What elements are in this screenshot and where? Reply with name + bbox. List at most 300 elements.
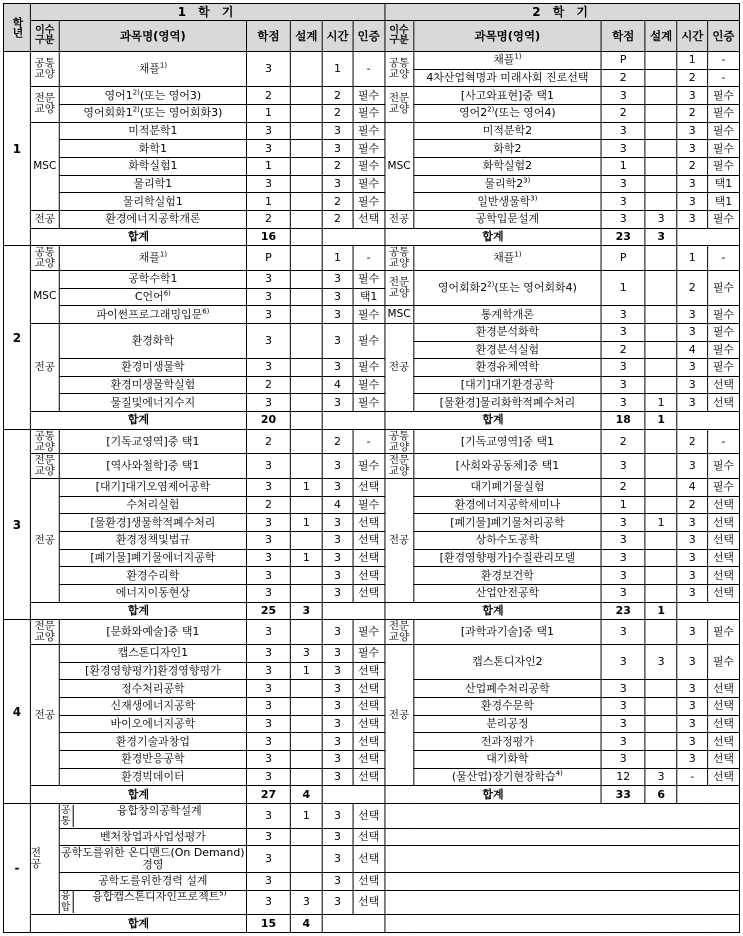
category: 공통교양 bbox=[385, 429, 414, 454]
cert: 선택 bbox=[353, 890, 385, 915]
design bbox=[290, 496, 322, 514]
credit: 1 bbox=[247, 104, 291, 122]
table-row bbox=[3, 496, 739, 514]
table-row bbox=[3, 620, 739, 645]
header-sem2: 2 학 기 bbox=[385, 4, 740, 21]
design bbox=[290, 697, 322, 715]
design bbox=[290, 680, 322, 698]
course-name bbox=[413, 246, 601, 271]
credit: 3 bbox=[247, 662, 291, 680]
hours: 3 bbox=[677, 733, 707, 751]
credit: 3 bbox=[601, 359, 645, 377]
cert: - bbox=[707, 52, 739, 70]
table-row bbox=[3, 479, 739, 497]
course-name bbox=[413, 514, 601, 532]
course-name-text: 채플 bbox=[138, 251, 160, 265]
course-name-text: 화학실험1 bbox=[128, 159, 178, 173]
curriculum-table bbox=[3, 3, 740, 933]
design bbox=[290, 454, 322, 479]
course-name-text: 영어회화1 bbox=[83, 106, 133, 120]
footnote-mark: 4) bbox=[555, 769, 563, 778]
cert: 필수 bbox=[707, 645, 739, 680]
design bbox=[645, 680, 677, 698]
credit: 2 bbox=[247, 210, 291, 228]
design bbox=[290, 359, 322, 377]
cert: 선택 bbox=[353, 567, 385, 585]
course-name bbox=[59, 454, 246, 479]
credit: 2 bbox=[601, 104, 645, 122]
design bbox=[645, 454, 677, 479]
design: 1 bbox=[290, 479, 322, 497]
category: 전문교양 bbox=[385, 270, 414, 305]
header-credit: 학점 bbox=[247, 21, 291, 52]
header-category: 이수구분 bbox=[385, 21, 414, 52]
category: 공통교양 bbox=[385, 246, 414, 271]
course-name bbox=[413, 210, 601, 228]
course-name-text: 환경유체역학 bbox=[475, 360, 540, 374]
hours: 3 bbox=[677, 680, 707, 698]
course-name-text: 물리학2 bbox=[484, 176, 524, 190]
hours: 3 bbox=[322, 140, 352, 158]
table-row bbox=[3, 376, 739, 394]
cert: 필수 bbox=[707, 323, 739, 341]
table-row bbox=[3, 750, 739, 768]
credit: 3 bbox=[601, 645, 645, 680]
design: 1 bbox=[290, 514, 322, 532]
design bbox=[290, 122, 322, 140]
hours: 3 bbox=[322, 532, 352, 550]
credit: 3 bbox=[601, 210, 645, 228]
blank bbox=[385, 803, 740, 828]
course-name-text: [과학과기술]중 택1 bbox=[460, 625, 554, 639]
hours: 3 bbox=[322, 733, 352, 751]
course-name-text: 공학수학1 bbox=[128, 272, 178, 286]
table-row bbox=[3, 514, 739, 532]
hours: 2 bbox=[322, 157, 352, 175]
credit: 1 bbox=[601, 496, 645, 514]
total-design: 3 bbox=[645, 228, 677, 246]
cert: 선택 bbox=[353, 828, 385, 846]
course-name bbox=[413, 697, 601, 715]
cert: 선택 bbox=[353, 210, 385, 228]
table-row bbox=[3, 104, 739, 122]
course-name bbox=[413, 496, 601, 514]
year-number: 1 bbox=[3, 52, 30, 246]
cert: 필수 bbox=[353, 175, 385, 193]
course-name bbox=[59, 549, 246, 567]
cert: 선택 bbox=[707, 585, 739, 603]
credit: 3 bbox=[247, 359, 291, 377]
course-name bbox=[59, 270, 246, 288]
course-name-text: [대기]대기환경공학 bbox=[460, 378, 555, 392]
table-row bbox=[3, 846, 739, 873]
cert: 필수 bbox=[707, 140, 739, 158]
credit: 3 bbox=[247, 52, 291, 87]
table-row bbox=[3, 175, 739, 193]
design: 3 bbox=[290, 890, 322, 915]
course-name-text: 대기폐기물실험 bbox=[470, 480, 545, 494]
cert: 필수 bbox=[353, 323, 385, 358]
cert: 선택 bbox=[707, 549, 739, 567]
course-name-text: 물질및에너지수지 bbox=[110, 395, 196, 409]
header-course: 과목명(영역) bbox=[59, 21, 246, 52]
footnote-mark: 6) bbox=[202, 306, 210, 315]
course-name bbox=[413, 52, 601, 70]
cert: 필수 bbox=[707, 104, 739, 122]
hours: 3 bbox=[322, 662, 352, 680]
credit: 3 bbox=[601, 514, 645, 532]
course-name-text: [물환경]물리화학적폐수처리 bbox=[439, 395, 576, 409]
hours: 3 bbox=[322, 323, 352, 358]
cert: 필수 bbox=[353, 454, 385, 479]
course-name-text: 공학도를위한경력 설계 bbox=[98, 874, 208, 888]
course-name bbox=[59, 620, 246, 645]
design bbox=[645, 87, 677, 105]
design bbox=[290, 104, 322, 122]
course-name bbox=[413, 479, 601, 497]
credit: 3 bbox=[247, 288, 291, 306]
design bbox=[645, 69, 677, 87]
cert: 필수 bbox=[707, 122, 739, 140]
total-label: 합계 bbox=[30, 228, 246, 246]
course-name bbox=[59, 697, 246, 715]
blank bbox=[677, 412, 739, 430]
category: 전문교양 bbox=[30, 87, 59, 122]
design: 1 bbox=[645, 394, 677, 412]
total-label: 합계 bbox=[385, 228, 602, 246]
hours: 3 bbox=[677, 210, 707, 228]
category: 공통교양 bbox=[385, 52, 414, 87]
design bbox=[290, 270, 322, 288]
category: 전문교양 bbox=[385, 620, 414, 645]
course-name bbox=[413, 454, 601, 479]
course-name bbox=[413, 567, 601, 585]
footnote-mark: 2) bbox=[132, 87, 140, 96]
credit: 3 bbox=[247, 454, 291, 479]
course-name bbox=[59, 359, 246, 377]
hours: 2 bbox=[677, 429, 707, 454]
credit: 3 bbox=[601, 323, 645, 341]
cert: 선택 bbox=[707, 496, 739, 514]
course-name-text: [환경영향평가]수질관리모델 bbox=[439, 551, 576, 565]
design bbox=[645, 306, 677, 324]
hours: 3 bbox=[677, 567, 707, 585]
course-name bbox=[59, 768, 246, 786]
total-label: 합계 bbox=[30, 786, 246, 804]
table-row bbox=[3, 803, 739, 828]
credit: 3 bbox=[247, 680, 291, 698]
category: 전문교양 bbox=[30, 454, 59, 479]
cert: 선택 bbox=[353, 715, 385, 733]
design bbox=[645, 549, 677, 567]
table-row bbox=[3, 270, 739, 288]
blank bbox=[322, 412, 384, 430]
credit: 2 bbox=[247, 429, 291, 454]
hours: 3 bbox=[677, 175, 707, 193]
total-row bbox=[3, 602, 739, 620]
hours: 3 bbox=[677, 715, 707, 733]
header-cert: 인증 bbox=[353, 21, 385, 52]
total-credit: 15 bbox=[247, 915, 291, 933]
course-name bbox=[59, 585, 246, 603]
course-name-text: 환경분석실험 bbox=[475, 342, 540, 356]
course-name bbox=[413, 341, 601, 359]
design bbox=[290, 715, 322, 733]
total-label: 합계 bbox=[30, 602, 246, 620]
cert: 택1 bbox=[353, 288, 385, 306]
table-row bbox=[3, 157, 739, 175]
cert: 선택 bbox=[353, 733, 385, 751]
course-name bbox=[413, 104, 601, 122]
course-name-text: 영어1 bbox=[104, 88, 133, 102]
course-name bbox=[59, 376, 246, 394]
cert: 선택 bbox=[707, 394, 739, 412]
course-name-text: 캡스톤디자인1 bbox=[117, 646, 189, 660]
course-name-text: 캡스톤디자인2 bbox=[472, 655, 543, 669]
design bbox=[645, 270, 677, 305]
course-name-text: C언어 bbox=[134, 289, 164, 303]
hours: 3 bbox=[322, 846, 352, 873]
group-label: 공통 bbox=[60, 805, 74, 827]
hours: 3 bbox=[677, 549, 707, 567]
course-name bbox=[59, 733, 246, 751]
hours: 3 bbox=[677, 87, 707, 105]
design bbox=[645, 429, 677, 454]
course-name-text: 환경에너지공학세미나 bbox=[454, 498, 561, 512]
course-name-text: 영어2 bbox=[459, 106, 488, 120]
cert: 택1 bbox=[707, 175, 739, 193]
design bbox=[645, 104, 677, 122]
cert: 선택 bbox=[707, 680, 739, 698]
total-label: 합계 bbox=[30, 915, 246, 933]
course-name bbox=[413, 680, 601, 698]
course-name-text: (물산업)장기현장학습 bbox=[451, 769, 556, 783]
total-label: 합계 bbox=[385, 602, 602, 620]
credit: 3 bbox=[247, 697, 291, 715]
cert: 선택 bbox=[707, 768, 739, 786]
design bbox=[290, 429, 322, 454]
course-name bbox=[59, 429, 246, 454]
hours: 3 bbox=[677, 620, 707, 645]
course-name-text: [문화와예술]중 택1 bbox=[106, 625, 200, 639]
credit: 3 bbox=[247, 645, 291, 663]
category bbox=[30, 803, 59, 914]
credit: 2 bbox=[247, 496, 291, 514]
course-name-text: 채플 bbox=[138, 62, 160, 76]
hours: 3 bbox=[322, 585, 352, 603]
hours: 3 bbox=[322, 454, 352, 479]
credit: 3 bbox=[247, 828, 291, 846]
cert: 필수 bbox=[353, 394, 385, 412]
table-row bbox=[3, 733, 739, 751]
course-name-text: 환경반응공학 bbox=[121, 752, 185, 766]
credit: 3 bbox=[601, 733, 645, 751]
design bbox=[290, 175, 322, 193]
table-row bbox=[3, 549, 739, 567]
credit: 3 bbox=[247, 394, 291, 412]
blank bbox=[385, 915, 740, 933]
credit: P bbox=[601, 246, 645, 271]
course-alt-text: (또는 영어회화4) bbox=[494, 281, 577, 295]
credit: 3 bbox=[601, 87, 645, 105]
course-name-text: [대기]대기오염제어공학 bbox=[95, 480, 211, 494]
course-name-text: 정수처리공학 bbox=[121, 681, 185, 695]
course-name bbox=[59, 532, 246, 550]
credit: 3 bbox=[601, 140, 645, 158]
cert: 선택 bbox=[707, 733, 739, 751]
total-credit: 20 bbox=[247, 412, 291, 430]
hours: 2 bbox=[677, 270, 707, 305]
hours: 3 bbox=[322, 828, 352, 846]
total-design: 1 bbox=[645, 412, 677, 430]
category: 공통교양 bbox=[30, 52, 59, 87]
credit: P bbox=[247, 246, 291, 271]
hours: 2 bbox=[322, 429, 352, 454]
cert: 선택 bbox=[707, 697, 739, 715]
table-row bbox=[3, 454, 739, 479]
design: 1 bbox=[290, 803, 322, 828]
hours: 1 bbox=[322, 52, 352, 87]
hours: 2 bbox=[322, 87, 352, 105]
table-row bbox=[3, 122, 739, 140]
course-name bbox=[59, 846, 246, 873]
course-name bbox=[413, 87, 601, 105]
credit: 3 bbox=[247, 549, 291, 567]
credit: 3 bbox=[247, 140, 291, 158]
header-hours: 시간 bbox=[322, 21, 352, 52]
design bbox=[645, 620, 677, 645]
table-row bbox=[3, 140, 739, 158]
hours: 2 bbox=[322, 210, 352, 228]
category: 전공 bbox=[30, 479, 59, 603]
table-row bbox=[3, 210, 739, 228]
course-name bbox=[59, 479, 246, 497]
hours: 4 bbox=[677, 341, 707, 359]
credit: P bbox=[601, 52, 645, 70]
course-name-text: [폐기물]폐기물처리공학 bbox=[450, 515, 565, 529]
course-name-text: 벤처창업과사업성평가 bbox=[99, 829, 206, 843]
header-year: 학년 bbox=[3, 4, 30, 52]
course-name bbox=[413, 69, 601, 87]
credit: 3 bbox=[247, 620, 291, 645]
cert: 선택 bbox=[353, 750, 385, 768]
hours: 3 bbox=[677, 376, 707, 394]
course-name-text: 환경수리학 bbox=[126, 568, 180, 582]
course-name bbox=[413, 429, 601, 454]
cert: 필수 bbox=[353, 193, 385, 211]
category: 전공 bbox=[385, 479, 414, 603]
course-name bbox=[59, 193, 246, 211]
course-name bbox=[59, 394, 246, 412]
cert: 필수 bbox=[353, 496, 385, 514]
hours: 3 bbox=[677, 585, 707, 603]
footnote-mark: 2) bbox=[487, 280, 495, 289]
hours: 3 bbox=[677, 645, 707, 680]
course-name-text: 영어회화2 bbox=[437, 281, 488, 295]
total-credit: 27 bbox=[247, 786, 291, 804]
cert: 선택 bbox=[707, 750, 739, 768]
blank bbox=[677, 786, 739, 804]
total-design: 3 bbox=[290, 602, 322, 620]
course-name-text: 전과정평가 bbox=[480, 734, 534, 748]
table-row bbox=[3, 532, 739, 550]
course-name bbox=[413, 376, 601, 394]
course-alt-text: (또는 영어4) bbox=[494, 106, 556, 120]
design bbox=[645, 532, 677, 550]
header-credit: 학점 bbox=[601, 21, 645, 52]
course-name-text: 공학입문설계 bbox=[475, 212, 540, 226]
credit: 3 bbox=[601, 567, 645, 585]
table-row bbox=[3, 872, 739, 890]
cert: 필수 bbox=[353, 140, 385, 158]
hours: 1 bbox=[322, 246, 352, 271]
course-name bbox=[413, 306, 601, 324]
credit: 2 bbox=[601, 479, 645, 497]
hours: 3 bbox=[322, 514, 352, 532]
course-name-text: 환경빅데이터 bbox=[121, 769, 185, 783]
course-name-text: 환경화학 bbox=[131, 334, 175, 347]
credit: 3 bbox=[247, 803, 291, 828]
hours: 3 bbox=[677, 750, 707, 768]
credit: 3 bbox=[247, 715, 291, 733]
course-name-text: 미적분학1 bbox=[128, 123, 178, 137]
hours: 3 bbox=[677, 697, 707, 715]
total-label: 합계 bbox=[385, 412, 602, 430]
year-number: - bbox=[3, 803, 30, 932]
course-name-text: 통계학개론 bbox=[480, 307, 534, 321]
hours: 3 bbox=[322, 803, 352, 828]
design bbox=[645, 733, 677, 751]
category: 전문교양 bbox=[30, 620, 59, 645]
table-row bbox=[3, 768, 739, 786]
credit: 3 bbox=[601, 175, 645, 193]
design bbox=[645, 323, 677, 341]
cert: 필수 bbox=[707, 479, 739, 497]
cert: 필수 bbox=[353, 620, 385, 645]
design bbox=[645, 567, 677, 585]
course-name bbox=[59, 246, 246, 271]
blank bbox=[322, 915, 384, 933]
course-name-text: 수처리실험 bbox=[126, 498, 180, 512]
table-row bbox=[3, 359, 739, 377]
category: MSC bbox=[385, 122, 414, 210]
course-name bbox=[59, 828, 246, 846]
design bbox=[645, 585, 677, 603]
course-name-text: 환경정책및법규 bbox=[115, 533, 190, 547]
course-name-text: 산업안전공학 bbox=[475, 586, 540, 600]
credit: 3 bbox=[247, 175, 291, 193]
course-name bbox=[59, 288, 246, 306]
design bbox=[645, 496, 677, 514]
blank bbox=[385, 828, 740, 846]
course-name bbox=[59, 750, 246, 768]
credit: 3 bbox=[247, 532, 291, 550]
course-name bbox=[413, 585, 601, 603]
course-name bbox=[59, 680, 246, 698]
table-row bbox=[3, 429, 739, 454]
header-design: 설계 bbox=[290, 21, 322, 52]
footnote-mark: 6) bbox=[163, 289, 171, 298]
cert: 선택 bbox=[353, 549, 385, 567]
footnote-mark: 1) bbox=[159, 61, 168, 70]
course-name bbox=[413, 193, 601, 211]
credit: 3 bbox=[601, 715, 645, 733]
footnote-mark: 1) bbox=[514, 52, 522, 61]
header-course: 과목명(영역) bbox=[413, 21, 601, 52]
credit: 2 bbox=[601, 341, 645, 359]
design bbox=[290, 52, 322, 87]
cert: 선택 bbox=[353, 697, 385, 715]
